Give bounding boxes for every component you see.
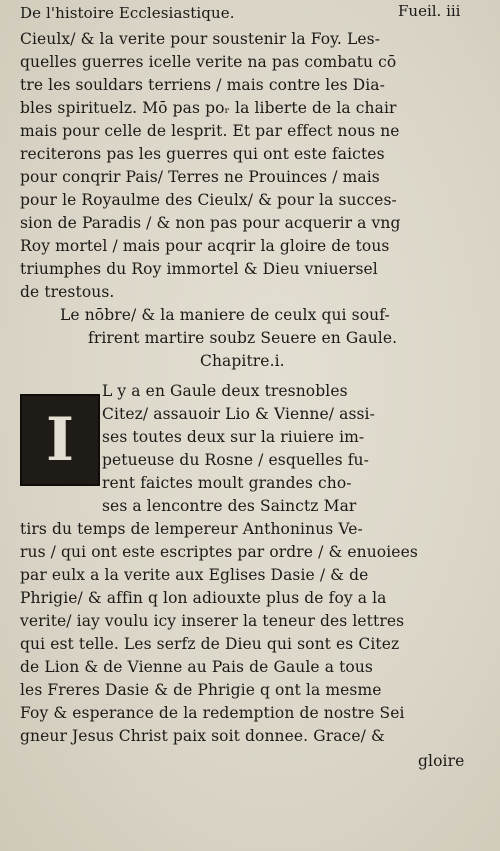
text-line: L y a en Gaule deux tresnobles — [102, 382, 348, 400]
text-line: gloire — [418, 752, 465, 770]
text-line: petueuse du Rosne / esquelles fu- — [102, 451, 369, 469]
text-line: les Freres Dasie & de Phrigie q ont la mesme — [20, 681, 382, 699]
chapter-heading: Chapitre.i. — [200, 352, 285, 370]
text-line: pour conqrir Pais/ Terres ne Prouinces / mais — [20, 168, 380, 186]
text-line: reciterons pas les guerres qui ont este faictes — [20, 145, 385, 163]
folio-number: Fueil. iii — [398, 2, 461, 20]
text-line: qui est telle. Les serfz de Dieu qui sont es Citez — [20, 635, 400, 653]
text-line: par eulx a la verite aux Eglises Dasie / & de — [20, 566, 369, 584]
text-line: rent faictes moult grandes cho- — [102, 474, 352, 492]
text-line: ses toutes deux sur la riuiere im- — [102, 428, 365, 446]
running-head: De l'histoire Ecclesiastique. — [20, 4, 235, 22]
text-line: bles spirituelz. Mō pas poᵣ la liberte de la chair — [20, 99, 397, 117]
text-line: de trestous. — [20, 283, 115, 301]
text-line: gneur Jesus Christ paix soit donnee. Grace/ & — [20, 727, 385, 745]
text-line: triumphes du Roy immortel & Dieu vniuersel — [20, 260, 378, 278]
text-line: rus / qui ont este escriptes par ordre / & enuoiees — [20, 543, 418, 561]
drop-cap-letter: I — [45, 405, 75, 475]
decorated-initial — [20, 394, 100, 486]
text-line: sion de Paradis / & non pas pour acquerir a vng — [20, 214, 401, 232]
text-line: tirs du temps de lempereur Anthoninus Ve- — [20, 520, 363, 538]
text-line: Foy & esperance de la redemption de nostre Sei — [20, 704, 405, 722]
chapter-summary-line: Le nōbre/ & la maniere de ceulx qui souf- — [60, 306, 390, 324]
text-line: mais pour celle de lesprit. Et par effect nous ne — [20, 122, 400, 140]
text-line: Citez/ assauoir Lio & Vienne/ assi- — [102, 405, 375, 423]
chapter-summary-line: frirent martire soubz Seuere en Gaule. — [88, 329, 398, 347]
text-line: verite/ iay voulu icy inserer la teneur des lettres — [20, 612, 405, 630]
text-line: tre les souldars terriens / mais contre les Dia- — [20, 76, 385, 94]
text-line: pour le Royaulme des Cieulx/ & pour la succes- — [20, 191, 397, 209]
text-line: Phrigie/ & affin q lon adiouxte plus de foy a la — [20, 589, 387, 607]
text-line: de Lion & de Vienne au Pais de Gaule a tous — [20, 658, 373, 676]
text-line: quelles guerres icelle verite na pas combatu cō — [20, 53, 397, 71]
text-line: ses a lencontre des Sainctz Mar — [102, 497, 357, 515]
text-line: Roy mortel / mais pour acqrir la gloire de tous — [20, 237, 390, 255]
text-line: Cieulx/ & la verite pour soustenir la Foy. Les- — [20, 30, 381, 48]
